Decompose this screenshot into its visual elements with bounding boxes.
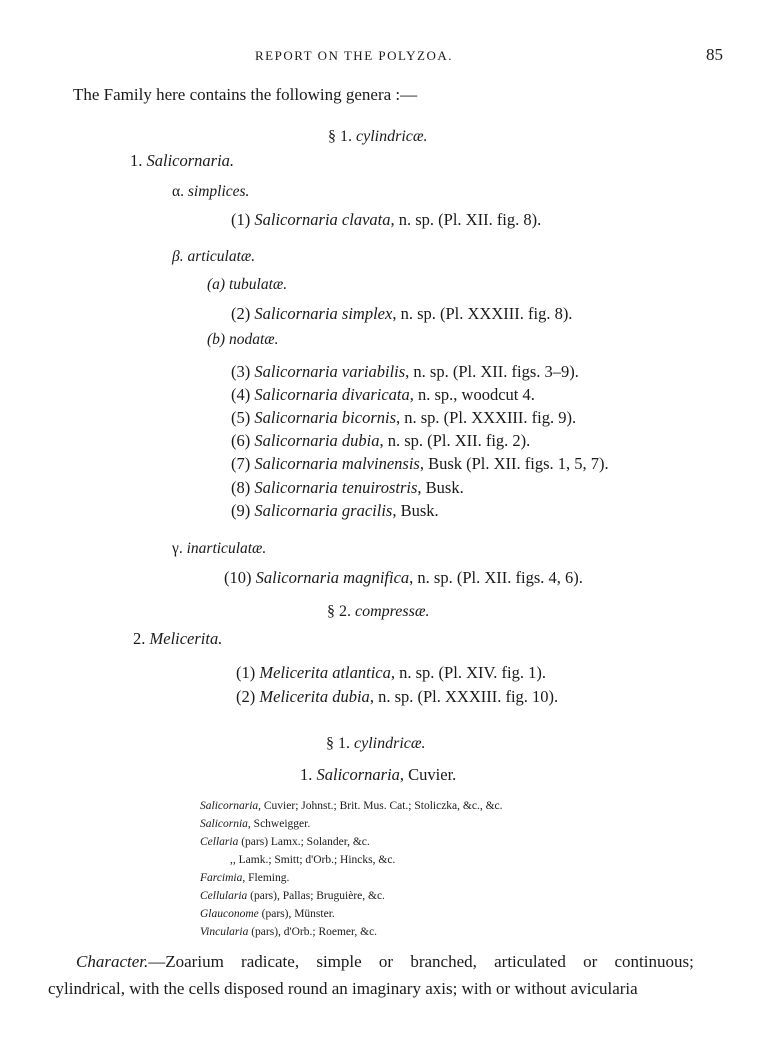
species-entry <box>231 385 535 405</box>
genus-heading <box>300 765 456 785</box>
synonym-name: Vincularia <box>200 926 249 938</box>
synonym-line <box>200 872 289 884</box>
group-mark: β. <box>172 248 184 265</box>
entry-number: (8) <box>231 478 251 497</box>
section-mark: § 2. <box>327 603 351 620</box>
subgroup-mark: (b) <box>207 331 226 348</box>
species-name: Salicornaria magnifica <box>255 568 410 587</box>
section-heading-compressae <box>327 603 430 621</box>
synonym-reference: (pars), d'Orb.; Roemer, &c. <box>248 926 378 938</box>
genus-salicornaria <box>130 151 234 171</box>
synonym-name: Glauconome <box>200 908 259 920</box>
synonym-line <box>200 800 503 812</box>
entry-reference: , n. sp. (Pl. XII. figs. 3–9). <box>405 362 579 381</box>
group-mark: γ. <box>172 540 183 557</box>
entry-number: (7) <box>231 454 251 473</box>
synonym-name: Salicornaria <box>200 800 259 812</box>
group-name: inarticulatæ. <box>186 540 267 557</box>
species-entry <box>231 501 439 521</box>
group-articulatae <box>172 248 255 266</box>
species-entry <box>231 478 464 498</box>
genus-number: 1. <box>130 151 143 170</box>
subgroup-tubulatae <box>207 276 287 294</box>
species-entry <box>224 568 583 588</box>
character-paragraph-line2 <box>48 979 638 999</box>
character-text-line1: —Zoarium radicate, simple or branched, articulated or continuous; <box>148 952 694 971</box>
species-entry <box>231 408 576 428</box>
species-name: Melicerita dubia <box>259 687 370 706</box>
synonym-reference: (pars), Münster. <box>258 908 335 920</box>
synonym-reference: , Cuvier; Johnst.; Brit. Mus. Cat.; Stoliczka, &c., &c. <box>258 800 503 812</box>
species-name: Salicornaria divaricata <box>254 385 410 404</box>
entry-number: (5) <box>231 408 251 427</box>
section-mark: § 1. <box>326 735 350 752</box>
synonym-line <box>200 908 335 920</box>
entry-reference: , n. sp., woodcut 4. <box>409 385 535 404</box>
entry-number: (2) <box>236 687 256 706</box>
entry-number: (1) <box>231 210 251 229</box>
genus-name: Salicornaria <box>316 765 400 784</box>
entry-reference: , n. sp. (Pl. XII. fig. 2). <box>379 431 531 450</box>
genus-number: 2. <box>133 629 146 648</box>
species-name: Salicornaria gracilis <box>254 501 393 520</box>
species-name: Salicornaria simplex <box>254 304 393 323</box>
entry-number: (6) <box>231 431 251 450</box>
intro-text: The Family here contains the following genera :— <box>73 85 418 104</box>
species-entry <box>231 362 579 382</box>
synonym-name: Farcimia <box>200 872 243 884</box>
entry-number: (1) <box>236 663 256 682</box>
genus-name: Melicerita. <box>149 629 223 648</box>
synonym-reference: (pars) Lamx.; Solander, &c. <box>238 836 370 848</box>
subgroup-name: nodatæ. <box>228 331 279 348</box>
section-heading-cylindricae <box>328 128 428 146</box>
synonym-line <box>200 926 377 938</box>
ditto-mark: ,, <box>230 854 236 866</box>
species-entry <box>231 304 572 324</box>
synonym-reference: , Fleming. <box>242 872 290 884</box>
entry-number: (2) <box>231 304 251 323</box>
page-number: 85 <box>706 45 723 64</box>
genus-author: , Cuvier. <box>399 765 457 784</box>
species-name: Salicornaria malvinensis <box>254 454 420 473</box>
synonym-line <box>200 818 310 830</box>
synonym-name: Salicornia <box>200 818 248 830</box>
entry-reference: , n. sp. (Pl. XXXIII. fig. 8). <box>392 304 573 323</box>
entry-reference: , n. sp. (Pl. XXXIII. fig. 9). <box>396 408 577 427</box>
species-name: Salicornaria bicornis <box>254 408 397 427</box>
species-name: Salicornaria dubia <box>254 431 380 450</box>
species-name: Salicornaria variabilis <box>254 362 406 381</box>
section-name: compressæ. <box>355 603 430 620</box>
species-entry <box>231 431 530 451</box>
section-name: cylindricæ. <box>356 128 428 145</box>
entry-reference: , Busk. <box>417 478 464 497</box>
group-mark: α. <box>172 183 184 200</box>
entry-reference: , n. sp. (Pl. XIV. fig. 1). <box>390 663 546 682</box>
entry-number: (9) <box>231 501 251 520</box>
species-entry <box>231 454 609 474</box>
synonym-reference: , Schweigger. <box>247 818 311 830</box>
synonym-line <box>230 854 395 866</box>
synonym-line <box>200 890 385 902</box>
character-text-line2: cylindrical, with the cells disposed round an imaginary axis; with or without avicularia <box>48 979 638 998</box>
section-mark: § 1. <box>328 128 352 145</box>
character-paragraph-line1 <box>76 952 694 972</box>
group-inarticulatae <box>172 540 266 558</box>
species-entry <box>236 687 558 707</box>
entry-reference: , n. sp. (Pl. XII. figs. 4, 6). <box>409 568 583 587</box>
group-simplices <box>172 183 249 201</box>
entry-number: (4) <box>231 385 251 404</box>
species-name: Salicornaria tenuirostris <box>254 478 418 497</box>
synonym-name: Cellaria <box>200 836 239 848</box>
genus-name: Salicornaria. <box>146 151 235 170</box>
synonym-line <box>200 836 370 848</box>
running-header: REPORT ON THE POLYZOA. <box>255 48 454 63</box>
entry-number: (3) <box>231 362 251 381</box>
subgroup-mark: (a) <box>207 276 226 293</box>
subgroup-nodatae <box>207 331 278 349</box>
species-name: Melicerita atlantica <box>259 663 391 682</box>
entry-reference: , Busk (Pl. XII. figs. 1, 5, 7). <box>419 454 609 473</box>
species-name: Salicornaria clavata <box>254 210 391 229</box>
synonym-name: Cellularia <box>200 890 248 902</box>
genus-melicerita <box>133 629 222 649</box>
entry-reference: , Busk. <box>392 501 439 520</box>
group-name: simplices. <box>187 183 250 200</box>
genus-number: 1. <box>300 765 313 784</box>
synonym-reference: (pars), Pallas; Bruguière, &c. <box>247 890 385 902</box>
entry-reference: , n. sp. (Pl. XII. fig. 8). <box>390 210 542 229</box>
synonym-reference: Lamk.; Smitt; d'Orb.; Hincks, &c. <box>235 854 396 866</box>
section-heading-cylindricae-2 <box>326 735 426 753</box>
entry-reference: , n. sp. (Pl. XXXIII. fig. 10). <box>369 687 559 706</box>
subgroup-name: tubulatæ. <box>228 276 288 293</box>
entry-number: (10) <box>224 568 252 587</box>
character-label: Character. <box>76 952 149 971</box>
section-name: cylindricæ. <box>354 735 426 752</box>
species-entry <box>231 210 541 230</box>
group-name: articulatæ. <box>187 248 256 265</box>
species-entry <box>236 663 546 683</box>
